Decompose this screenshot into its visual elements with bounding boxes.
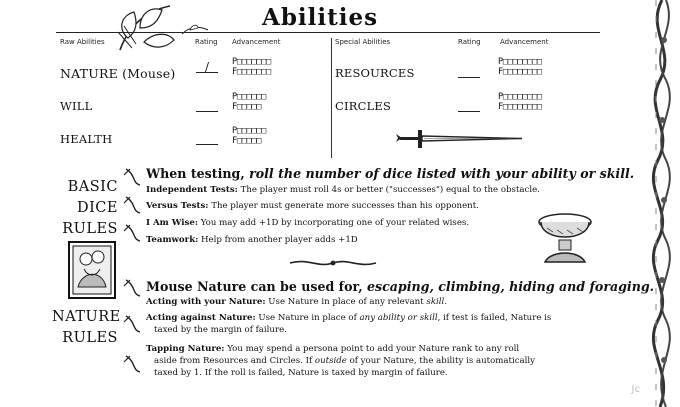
- rule-tapping-nature-line3: taxed by 1. If the roll is failed, Nature is taxed by margin of failure.: [154, 368, 448, 378]
- divider-flourish: [288, 256, 378, 270]
- pass-track[interactable]: P□□□□□□: [232, 92, 267, 102]
- rule-independent-tests: Independent Tests: The player must roll 4s or better ("successes") equal to the obstacle.: [146, 185, 540, 195]
- ability-name: HEALTH: [60, 132, 113, 146]
- ability-rating-input[interactable]: [196, 100, 218, 112]
- advancement-track[interactable]: [232, 57, 271, 77]
- rule-acting-with-nature: Acting with your Nature: Use Nature in place of any relevant skill.: [146, 297, 448, 307]
- fail-track[interactable]: F□□□□□□□□: [498, 102, 542, 112]
- header-rule: [56, 32, 600, 33]
- mouse-portrait-illustration: [68, 241, 116, 299]
- ability-rating-input[interactable]: /: [196, 61, 218, 73]
- leaf-sprig-ornament: [180, 22, 210, 38]
- advancement-track[interactable]: [232, 126, 266, 146]
- watermark: Jc: [631, 384, 640, 395]
- basic-dice-lead: When testing, roll the number of dice listed with your ability or skill.: [146, 166, 635, 181]
- rule-acting-against-nature: Acting against Nature: Use Nature in place of any ability or skill, if test is failed, Nature is: [146, 313, 552, 323]
- rule-tapping-nature-line2: aside from Resources and Circles. If outside of your Nature, the ability is automatically: [154, 356, 536, 366]
- acorn-cup-illustration: [535, 210, 595, 268]
- rule-acting-against-nature-line2: taxed by the margin of failure.: [154, 325, 287, 335]
- fail-track[interactable]: F□□□□□: [232, 102, 262, 112]
- ability-name: CIRCLES: [335, 99, 392, 113]
- sword-illustration: [392, 126, 530, 152]
- vine-border: [616, 0, 680, 407]
- special-abilities-header: Special Abilities: [335, 38, 391, 46]
- ability-rating-input[interactable]: [458, 100, 480, 112]
- page-title: Abilities: [262, 4, 379, 31]
- column-divider: [331, 38, 332, 158]
- ability-rating-input[interactable]: [196, 133, 218, 145]
- basic-dice-rules-label: BASIC DICE RULES: [62, 179, 118, 237]
- pass-track[interactable]: P□□□□□□□□: [498, 57, 542, 67]
- advancement-track[interactable]: [232, 92, 266, 112]
- raw-abilities-header: Raw Abilities: [60, 38, 105, 46]
- rule-versus-tests: Versus Tests: The player must generate more successes than his opponent.: [146, 201, 479, 211]
- ability-name: NATURE (Mouse): [60, 66, 176, 81]
- leaf-quill-ornament: [110, 2, 190, 54]
- bracket-ornament: [122, 165, 144, 245]
- advancement-header-left: Advancement: [232, 38, 281, 46]
- advancement-track[interactable]: [498, 92, 542, 112]
- fail-track[interactable]: F□□□□□□□: [232, 67, 271, 77]
- fail-track[interactable]: F□□□□□: [232, 136, 262, 146]
- ability-name: WILL: [60, 99, 93, 113]
- rating-header-left: Rating: [195, 38, 218, 46]
- nature-lead: Mouse Nature can be used for, escaping, climbing, hiding and foraging.: [146, 279, 655, 294]
- rule-i-am-wise: I Am Wise: You may add +1D by incorporating one of your related wises.: [146, 218, 470, 228]
- ability-name: RESOURCES: [335, 66, 415, 80]
- ability-rating-input[interactable]: [458, 66, 480, 78]
- advancement-header-right: Advancement: [500, 38, 549, 46]
- pass-track[interactable]: P□□□□□□□: [232, 57, 271, 67]
- rating-header-right: Rating: [458, 38, 481, 46]
- pass-track[interactable]: P□□□□□□: [232, 126, 267, 136]
- rule-teamwork: Teamwork: Help from another player adds +1D: [146, 235, 358, 245]
- fail-track[interactable]: F□□□□□□□□: [498, 67, 542, 77]
- rule-tapping-nature: Tapping Nature: You may spend a persona point to add your Nature rank to any roll: [146, 344, 520, 354]
- bracket-ornament: [122, 276, 144, 380]
- advancement-track[interactable]: [498, 57, 542, 77]
- pass-track[interactable]: P□□□□□□□□: [498, 92, 542, 102]
- nature-rules-label: NATURE RULES: [52, 309, 121, 346]
